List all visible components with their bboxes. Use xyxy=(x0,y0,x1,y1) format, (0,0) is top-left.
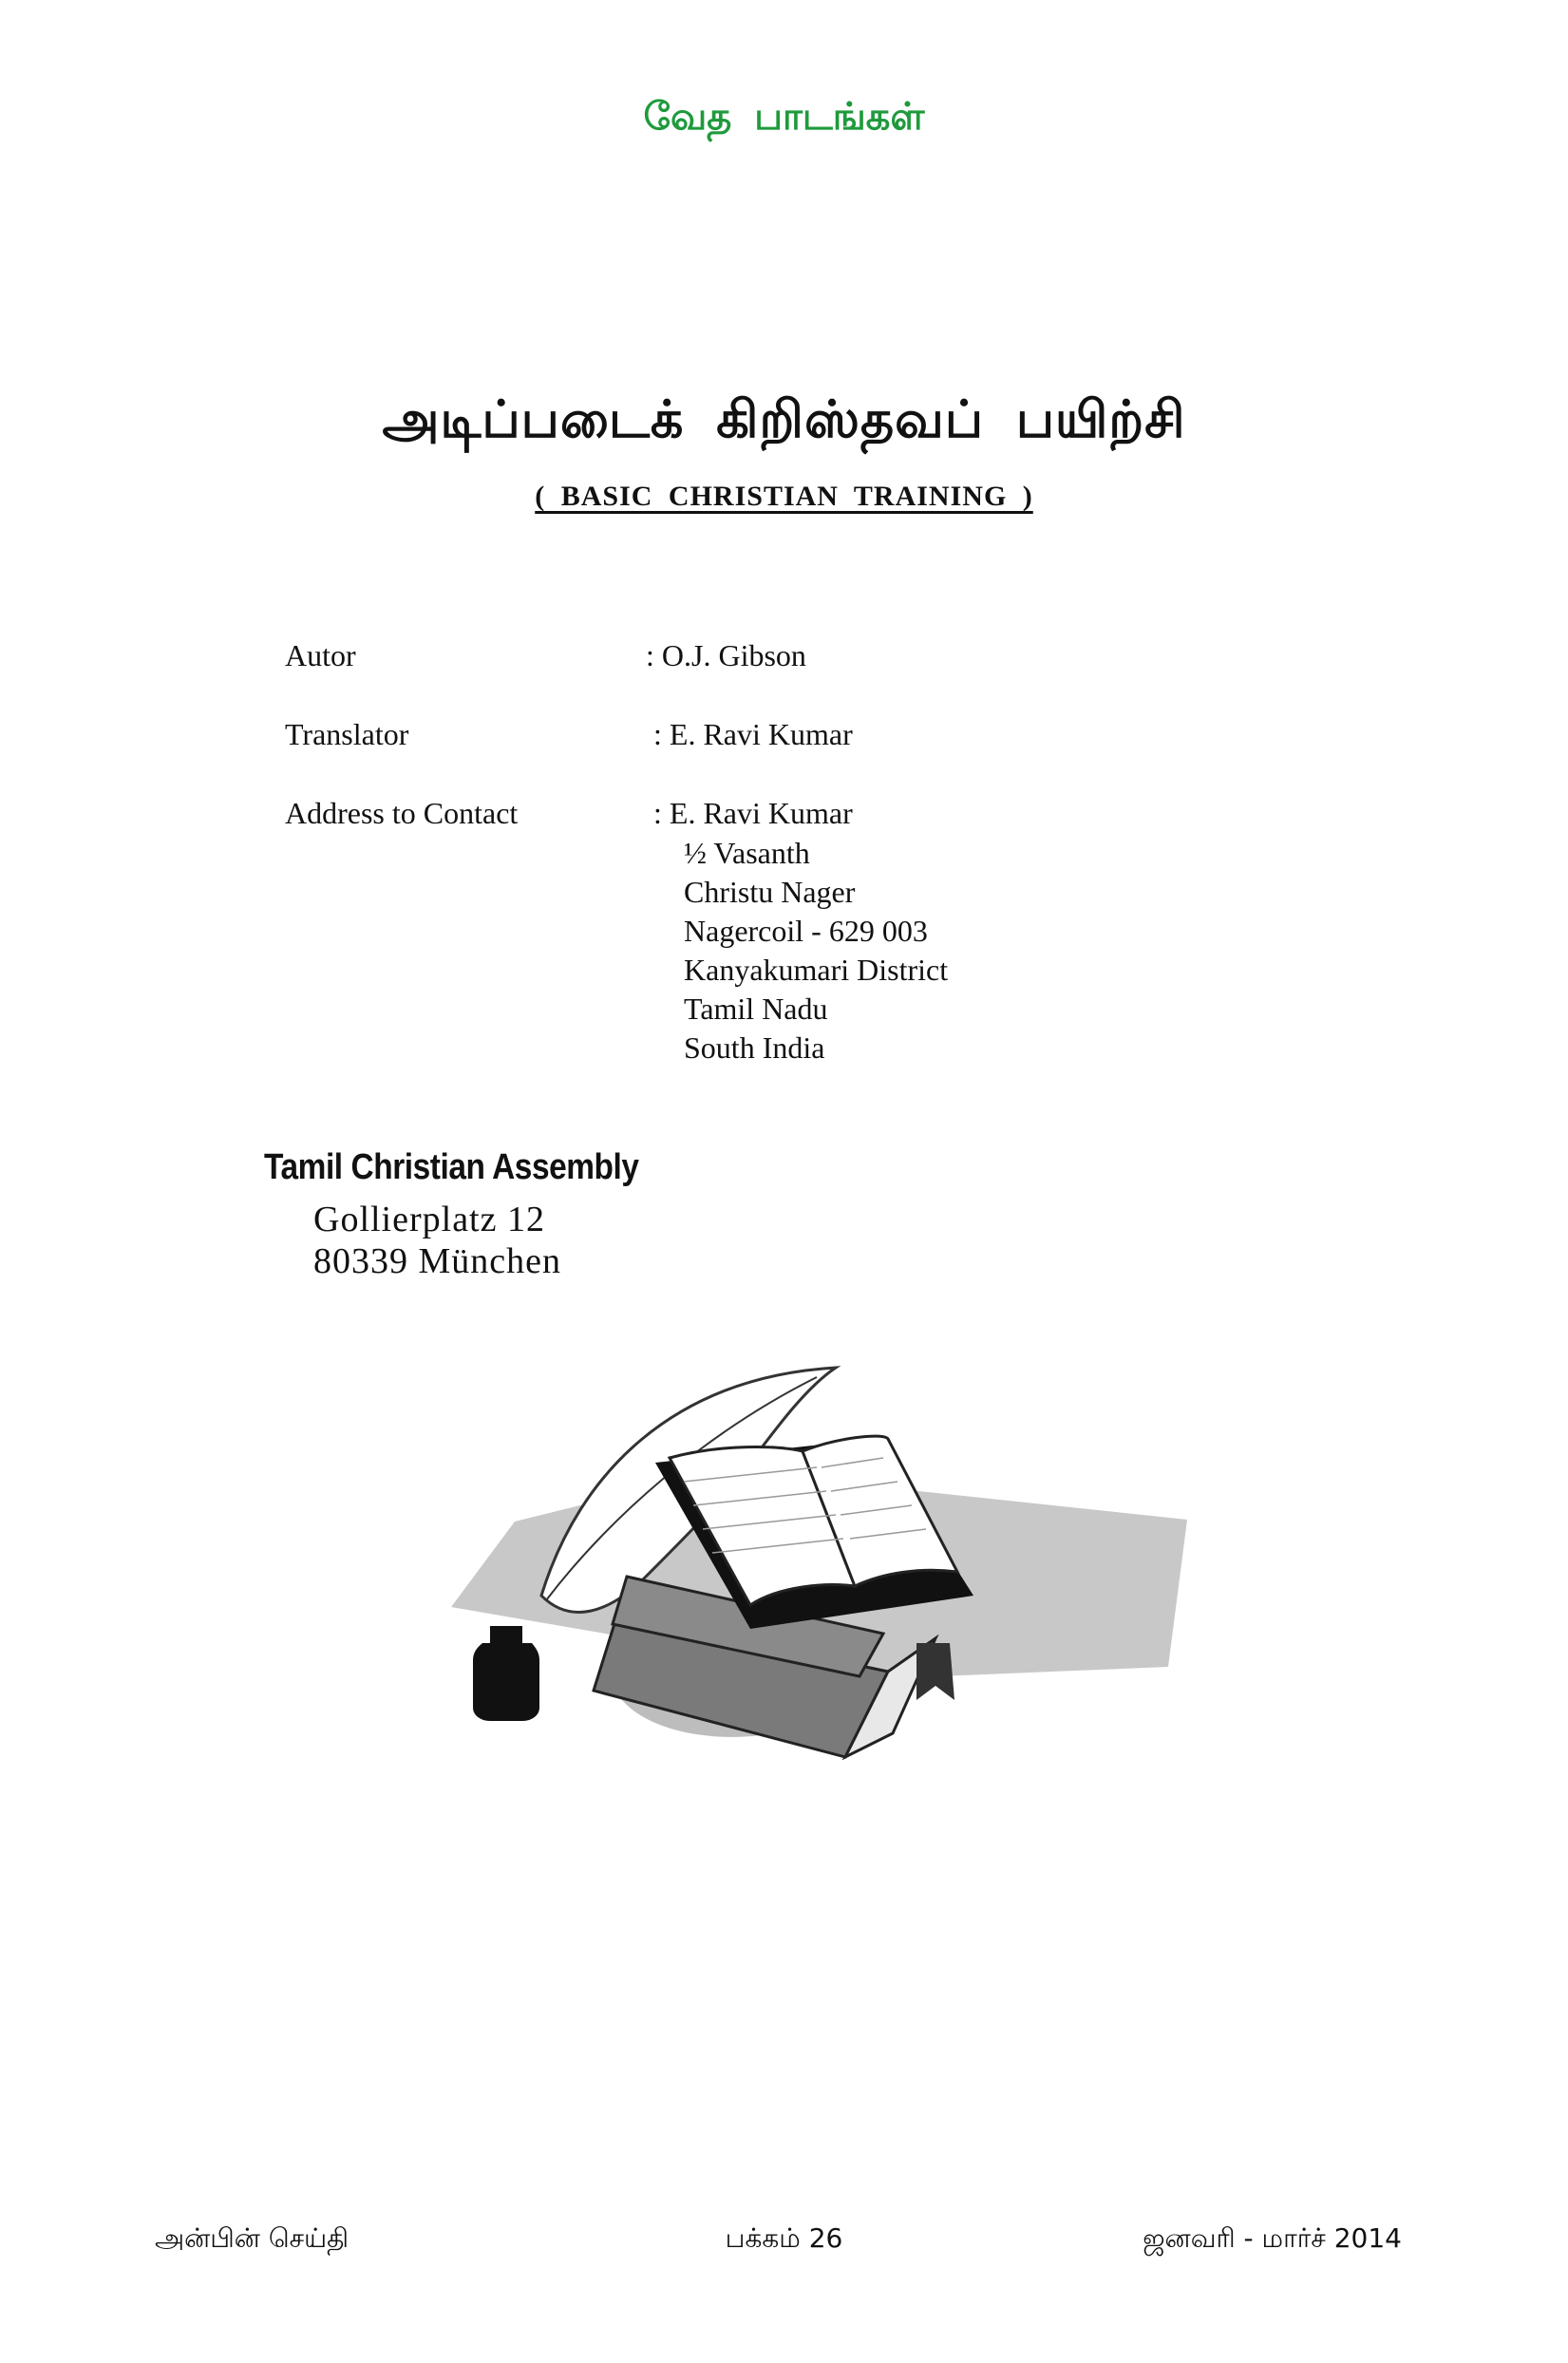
organization-name: Tamil Christian Assembly xyxy=(264,1147,639,1187)
address-line: Nagercoil - 629 003 xyxy=(684,914,928,948)
address-line: Kanyakumari District xyxy=(684,953,949,987)
address-line: ½ Vasanth xyxy=(684,836,810,870)
book-quill-illustration-icon xyxy=(437,1358,1187,1795)
address-label: Address to Contact xyxy=(285,796,519,830)
page-subtitle: ( BASIC CHRISTIAN TRAINING ) xyxy=(535,481,1033,512)
footer-date: ஜனவரி - மார்ச் 2014 xyxy=(1143,2222,1402,2254)
address-value: : E. Ravi Kumar xyxy=(653,796,853,830)
address-line: Christu Nager xyxy=(684,875,856,909)
page-header: வேத பாடங்கள் xyxy=(643,95,925,139)
footer-page-number: பக்கம் 26 xyxy=(725,2222,843,2254)
author-value: : O.J. Gibson xyxy=(646,638,806,672)
address-line: Tamil Nadu xyxy=(684,992,828,1026)
translator-label: Translator xyxy=(285,717,409,751)
address-line: South India xyxy=(684,1030,825,1065)
organization-city: 80339 München xyxy=(313,1241,562,1281)
footer-left: அன்பின் செய்தி xyxy=(155,2222,349,2254)
organization-street: Gollierplatz 12 xyxy=(313,1200,545,1239)
page-title: அடிப்படைக் கிறிஸ்தவப் பயிற்சி xyxy=(382,389,1186,449)
author-label: Autor xyxy=(285,638,356,672)
translator-value: : E. Ravi Kumar xyxy=(653,717,853,751)
